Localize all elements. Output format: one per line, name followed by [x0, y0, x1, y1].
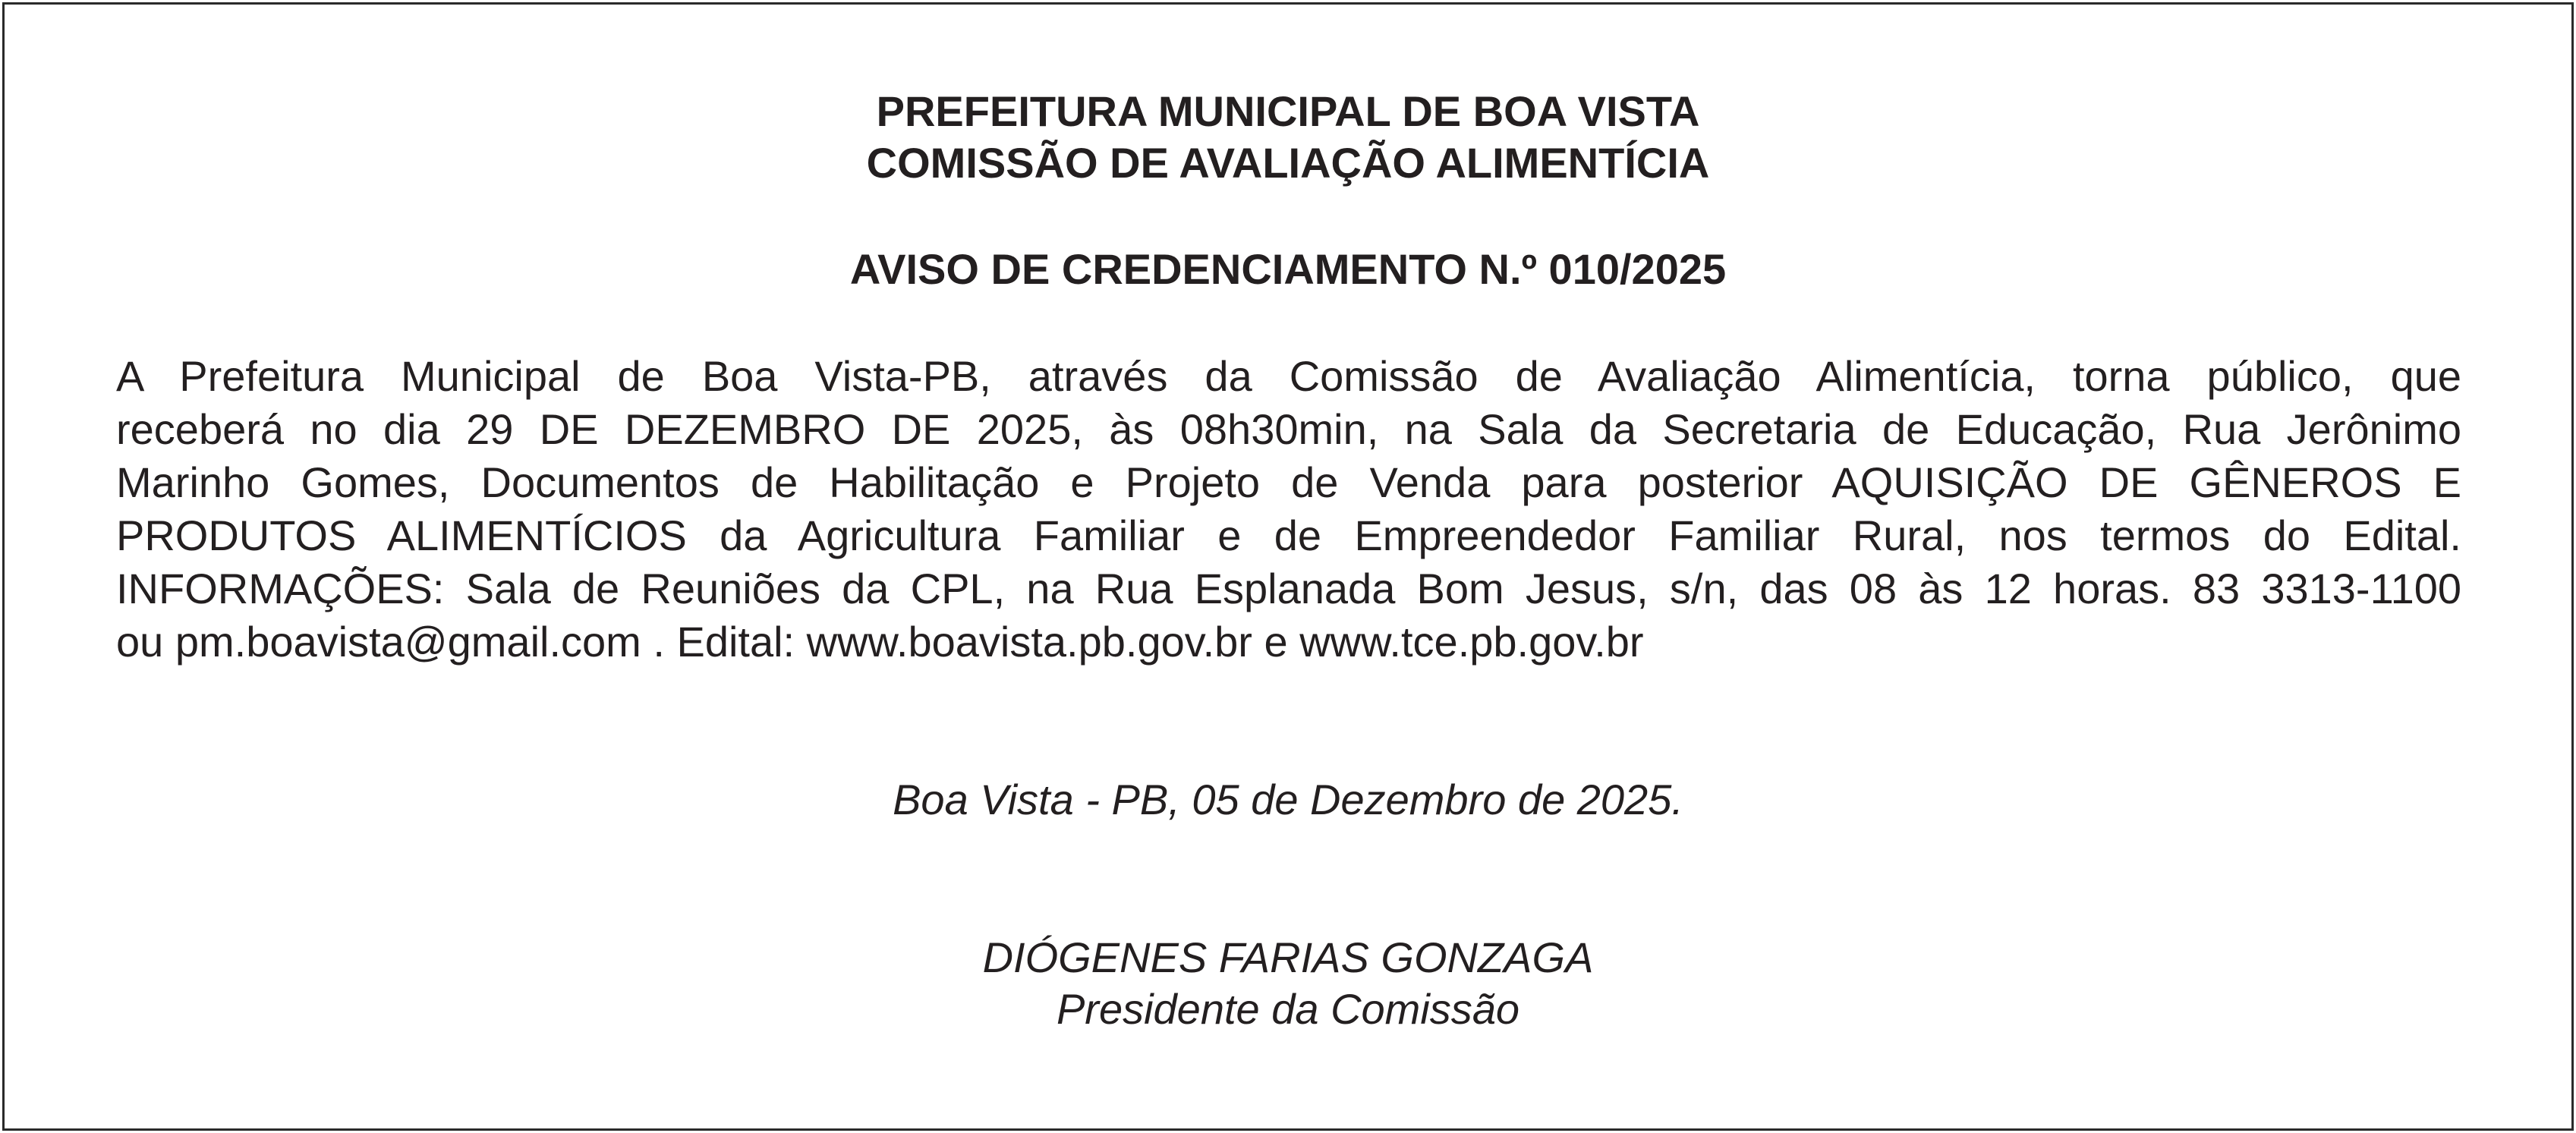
body-line: Marinho Gomes, Documentos de Habilitação e Projeto de Venda para posterior AQUISIÇÃO DE GÊNEROS E — [116, 458, 2461, 506]
commission-name: COMISSÃO DE AVALIAÇÃO ALIMENTÍCIA — [866, 139, 1710, 187]
body-line: PRODUTOS ALIMENTÍCIOS da Agricultura Familiar e de Empreendedor Familiar Rural, nos termos do Edital. — [116, 511, 2461, 559]
body-line: ou pm.boavista@gmail.com . Edital: www.boavista.pb.gov.br e www.tce.pb.gov.br — [116, 618, 1644, 666]
notice-title: AVISO DE CREDENCIAMENTO N.º 010/2025 — [849, 245, 1727, 293]
body-line: INFORMAÇÕES: Sala de Reuniões da CPL, na Rua Esplanada Bom Jesus, s/n, das 08 às 12 horas. 83 3313-1100 — [116, 565, 2461, 612]
body-line: receberá no dia 29 DE DEZEMBRO DE 2025, às 08h30min, na Sala da Secretaria de Educação, Rua Jerônimo — [116, 405, 2461, 453]
place-date: Boa Vista - PB, 05 de Dezembro de 2025. — [893, 776, 1683, 823]
body-line: A Prefeitura Municipal de Boa Vista-PB, através da Comissão de Avaliação Alimentícia, torna público, que — [116, 352, 2461, 400]
issuer-name: PREFEITURA MUNICIPAL DE BOA VISTA — [876, 87, 1700, 135]
signatory-role: Presidente da Comissão — [1056, 985, 1520, 1033]
notice-body — [116, 350, 2461, 669]
signatory-name: DIÓGENES FARIAS GONZAGA — [982, 933, 1594, 981]
